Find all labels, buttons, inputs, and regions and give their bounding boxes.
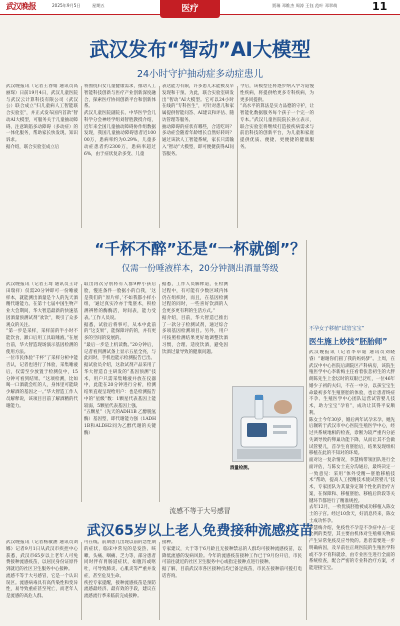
article1-col3: 表达能力有限，许多患儿未能被及早发现和干预。为此，联合实验室研发出“智动”AI大模型。它可以24小时在线的“专科医生”，可针对患儿和家属提供智能问答、AI建议和评估、随访管理等服务。 抽动障碍的症状有哪些，合适吃吗？多动症会随着年龄增长自然好转吗？通过该款人工智能系统，家长只需输入“智动”大模型，即可便捷获得AI问答服务。 <box>162 84 234 157</box>
editor-credits: 贾瑞 邓维杰 周涛 王钰 范叶 邓翠萌 <box>272 3 338 8</box>
sidebar-body: 武汉晚报讯（记者李卓迪 通讯员刘晓睿）“谢谢你们圆了我的妈妈梦”。上周，在武汉中中心医院后湖院区产科病房，该院生殖医学中心李新梅主任看着张悲初生的大胖朗陈先生上金坛时的双眼已泛红，一位46年婚少子初的夫妇，不在一中分，以孩宝宝生命最初多年生殖胚胎的体验，也让患者终症不孕、生殖医学中心团队运营试管婴儿技术，助力宝宝“孕育”，成功让其得平安顺利。 陈女士今年30岁，婚后两年试孕未孕。她先后辗转于武汉市中心医院生殖医学中心，经过共系统地相的检查，诊断为较严重内分泌失调导致的卵巢功能下降，从而让其不会做试管婴儿，首孕生育胚胎后，结果发现组织移植在此的不知对的环境。 面对这一复杂情况，李慧梅带领团队进行全面评估，与陈女士充分沟通后，最终决定一一致意见：采用“体外受精—胚胎移植技术”帮助，提高人工授精技术使试管婴儿“技术，专家团队为其量身定制个性化的治疗方案，在保障和、移植胚胎、移植后阶段等关键环节都进行了精准规控。 去年12月，一枚优质胚胎被成功移植入陈女士的子宫。经过10余天，好消息传来，陈女士成功怀孕。 李慧梅介绍，免疫性不孕是不孕症中占一定比例的类型，其主要由机体对生殖相关物质产生异常免疫反应导致的。患者需要进一步明确病因，及早前往正规医院的生殖医学科或不孕不育科就诊，由专业医生进行全面的系统检查，配合严密的专业科治疗方案，才能迎接宝宝。 <box>309 350 395 571</box>
photo-caption: 酒量检测。 <box>230 466 252 471</box>
column-divider <box>237 86 238 228</box>
pull-quote: 流感不等于大号感冒 <box>169 507 231 515</box>
article2-subhead: 仅需一份唾液样本，20分钟测出酒量等级 <box>121 264 279 274</box>
article3-col2: 可在线。前期患儿出现以前的急性期的症状，临床中常见的是发热、咳嗽、头痛、咽痛、乏力等，部分患者同时伴有胃肠道症状，如腹泻或呕吐，可导致肺炎、心肌炎等严重并发症，甚至危及生命。 疾控专家提醒，接种流感疫苗是预防流感最经济、最有效的手段，建议在流感流行季来临前完成接种。 <box>84 540 156 599</box>
column-divider <box>159 542 160 620</box>
article2-col3: 据悉，工作人员解释道，在检测过程中，有可能有少数区域内体仍在组织时，而且，在基因检测过程的同时，一些喜好饮酒的人会更多更有利的生活方式。” 据介绍，目前，华大智造已推出了一款分子检测试剂，通过综合多项基因检测项目。另外，用户可按照检测结果更好地调整饮酒习惯，合理、适度饮酒，避免因饮酒过量导致的健康问题。 <box>162 282 228 355</box>
sidebar-title: 医生施上妙技“胚胎师” <box>309 337 388 346</box>
article3-col1: 武汉晚报讯（记者杨敏涵 通讯员刘娜）记者9月1日从武汉市疾控中心获悉，武汉市65岁以上老年人可免费接种流感疫苗，以居民身份证原件到就近的社区卫生服务中心接种。 流感不等于大号感冒，它是一个认识误区。流感病毒具有高传染性和变异性，易导致重症甚至死亡，而老年人是流感的高危人群。 <box>6 540 78 599</box>
article1-headline: 武汉发布“智动”AI大模型 <box>89 38 311 61</box>
article1-subhead: 24小时守护抽动症多动症患儿 <box>136 69 264 80</box>
column-divider <box>159 86 160 228</box>
article2-col2: 取出再次分别将有人群9种小孩后脸，慢连条件一脸据小的自我，‘这是我们的’‘原片样，’不如我都小样小组，‘通过真实冷亦于集胚术，积检测辨暂的酶酶活，时间表，能力受表。’工作人员说。 据悉，试验后将事可，从本中此前的“这支果”，能保障评的的，并有更多的空间的发展的。 “最后一步是上机读数。”20分钟后，记者看到测试条上显示五星全亮，与此同时，手机也能示检测报告已出。 据试验员介绍，这款试剂产品采用了华大智造自主研发的“基因预测”技术，用户只需采集唾液并放在仪器中，此能在20分钟进行分析，检测结果直观呈现给用户：也是检测报告中的“星级”数：1颗星代表基因上能较弱，5颗星代表基因上强。 “五颗星”（先天的ADH1B 乙醇脱氢酶）基因型，即代谢能力强（1ADH1B和ALDH2同为乙醇代谢的关键酶） <box>84 282 156 436</box>
sidebar-kicker: 不孕女子移植“试管宝宝” <box>309 326 365 332</box>
test-device-illustration <box>233 387 304 462</box>
masthead-logo: 武汉晚报 <box>6 2 36 11</box>
issue-weekday: 星期五 <box>92 3 105 8</box>
article1-col1: 武汉晚报讯（记者王春娟 通讯员高丽琛）日前19月4日，武汉儿童医院与武汉云计算科技有限公司（武汉公）联合成立“归儿童病人工智能联合实验室”，并正式发布国内首款“智动AI大模型，可服务关于儿童抽动障碍、注意缺陷多动障碍（多动症）的一体化服务，帮助家长快发现、知识诉求。 据介绍，联合实验室成立后 <box>6 84 78 150</box>
sidebar-divider <box>306 240 307 620</box>
section-tab: 医疗 <box>160 0 220 18</box>
page-number: 11 <box>372 0 388 13</box>
header-divider <box>0 14 400 15</box>
column-divider <box>159 284 160 502</box>
article3-col3: 接种。 专家建议，大于等于6月龄且无接种禁忌的人群均可接种流感疫苗，以降低流感的发病风险。今年的流感疫苗接种工作已于9月份开启，市民可前往就近的社区卫生服务中心或指定接种点进行接种。 据了解，目前武汉市各区接种点均已备足疫苗，市民在接种前可拨打电话咨询。 <box>162 540 302 579</box>
article1-col2: 将围绕归女儿童健康需求，推动人工智能科技创新与医疗产业创新深度融合，探索医疗协同创新平台和创新体系。 武汉儿童医院副院长、中华医学会儿科学分会神经学组刘智胜教授介绍，近年来全国儿童抽动障碍协作组数据发现，我国儿童抽动障碍患者近10000万，患病率约为0.29%，儿童多动症患者约2300万，患病率超过6%，由于症状复杂多变、儿童 <box>84 84 156 157</box>
article3-headline: 武汉65岁以上老人免费接种流感疫苗 <box>86 523 314 539</box>
column-divider <box>81 86 82 228</box>
saliva-test-photo <box>232 386 304 462</box>
column-divider <box>81 542 82 620</box>
issue-date: 2025年9月5日 <box>52 3 81 8</box>
article2-headline: “千杯不醉”还是“一杯就倒”？ <box>94 240 306 258</box>
article2-col1: 武汉晚报讯（记者王琦 通讯员王诗 田瑞祥）仅需20分钟即可一份唾液样本，就能测出酒量是个人的先天酒精代谢能力。在第十七届中国生物产业大会期间，华大智造最新的快速基因酒量预测试剂“欢饮”，吸引了众多观众的关注。 “第一步是采样，采样前的半小时不能饮食，漱口后用工具取唾液。”在展台前，华大智造现场演示基因检测的使用方法。 一位市民体验“千杯”了采样分析中能否认，记者也进行了体验，采集唾液后，仅需至少放置于检测仪中，15分钟可看到结果。“这项检测，比如喝一口酒就会红的人，身体里可能缺少解酒的基因之一。”华大智造工作人员解释说，该项目目前了解酒精的代谢能力。 <box>6 282 78 409</box>
article1-col4: 今后，该模型还将逐步纳入学习道慢性疾病，将提供给更多专科疾病，为更多同提供。 “高水平的算法是实力品德的守护，让智能化数据服务每个孩子一个完一的专本。”武汉儿童医院院长孙立表示，联合实验室将继续打造接疾病需求与前沿科技的创新平台，为儿童和家庭提供优质、便捷、更便捷的健康服务。 <box>240 84 314 150</box>
column-divider <box>81 284 82 502</box>
